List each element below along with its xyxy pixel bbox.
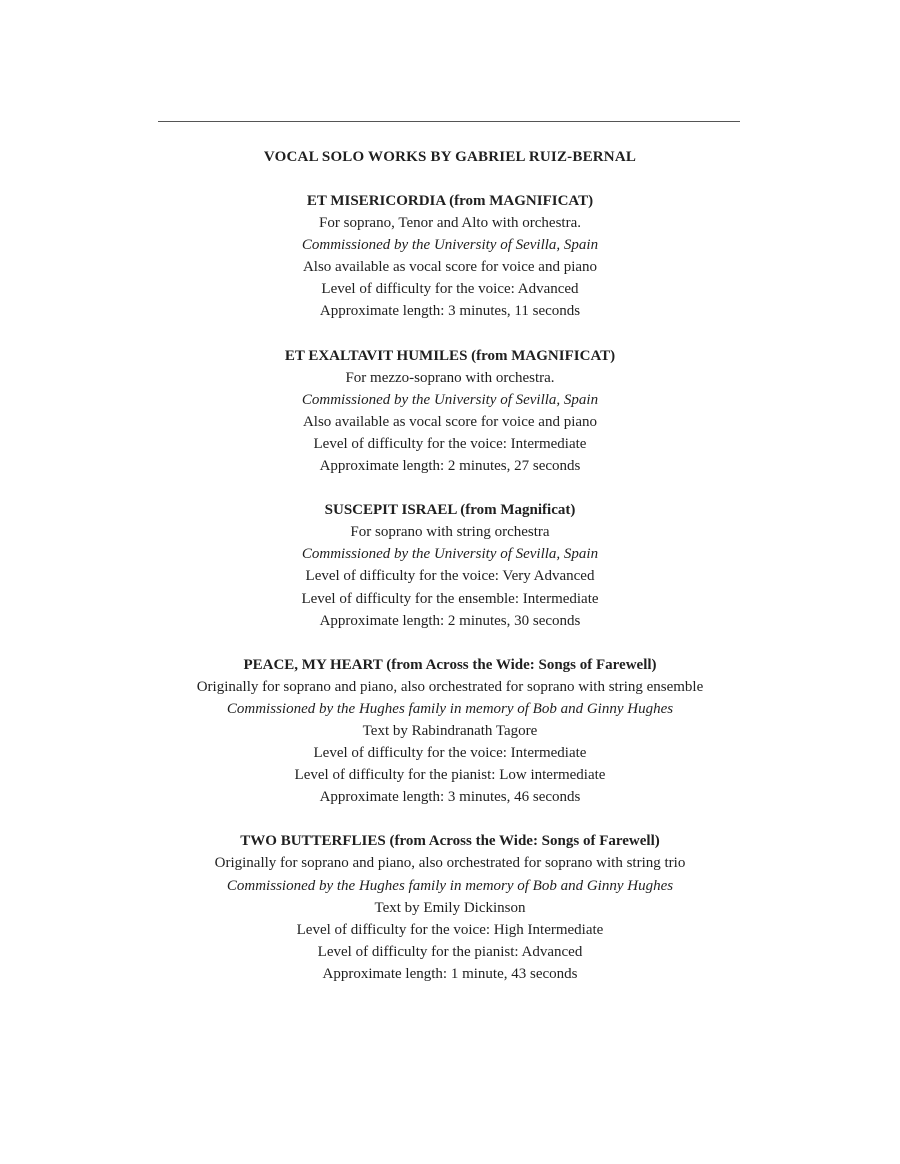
work-entry — [0, 654, 900, 809]
works-list — [0, 190, 900, 985]
work-detail-line: Level of difficulty for the ensemble: Intermediate — [301, 590, 599, 607]
work-commission-line: Commissioned by the Hughes family in memory of Bob and Ginny Hughes — [226, 877, 674, 894]
work-entry — [0, 190, 900, 323]
work-title: TWO BUTTERFLIES (from Across the Wide: Songs of Farewell) — [240, 833, 660, 850]
work-detail-line: For soprano, Tenor and Alto with orchestra. — [319, 215, 581, 232]
work-detail-line: For soprano with string orchestra — [350, 524, 550, 541]
document-content — [0, 146, 900, 985]
work-detail-line: Level of difficulty for the voice: Intermediate — [313, 745, 587, 762]
work-detail-line: Level of difficulty for the voice: Very Advanced — [305, 568, 595, 585]
work-detail-line: Level of difficulty for the pianist: Advanced — [317, 943, 583, 960]
work-detail-line: Level of difficulty for the voice: High Intermediate — [296, 921, 604, 938]
work-detail-line: Approximate length: 2 minutes, 27 seconds — [319, 458, 581, 475]
work-entry — [0, 499, 900, 632]
work-detail-line: Originally for soprano and piano, also orchestrated for soprano with string ensemble — [196, 678, 704, 695]
work-title: ET EXALTAVIT HUMILES (from MAGNIFICAT) — [284, 347, 616, 364]
work-detail-line: Approximate length: 2 minutes, 30 seconds — [319, 612, 581, 629]
work-detail-line: Text by Rabindranath Tagore — [362, 722, 538, 739]
work-title: PEACE, MY HEART (from Across the Wide: Songs of Farewell) — [243, 656, 657, 673]
work-commission-line: Commissioned by the Hughes family in memory of Bob and Ginny Hughes — [226, 700, 674, 717]
document-title: VOCAL SOLO WORKS BY GABRIEL RUIZ-BERNAL — [263, 149, 637, 165]
work-detail-line: Also available as vocal score for voice and piano — [302, 259, 598, 276]
work-detail-line: Approximate length: 1 minute, 43 seconds — [322, 965, 578, 982]
work-entry — [0, 345, 900, 478]
work-detail-line: Also available as vocal score for voice and piano — [302, 413, 598, 430]
work-detail-line: Level of difficulty for the pianist: Low intermediate — [294, 767, 606, 784]
work-detail-line: Originally for soprano and piano, also orchestrated for soprano with string trio — [214, 855, 686, 872]
work-commission-line: Commissioned by the University of Sevilla, Spain — [301, 391, 599, 408]
work-detail-line: For mezzo-soprano with orchestra. — [345, 369, 555, 386]
work-detail-line: Approximate length: 3 minutes, 11 seconds — [319, 303, 581, 320]
work-title: ET MISERICORDIA (from MAGNIFICAT) — [306, 193, 594, 209]
work-commission-line: Commissioned by the University of Sevilla, Spain — [301, 237, 599, 254]
work-title: SUSCEPIT ISRAEL (from Magnificat) — [324, 502, 576, 519]
work-detail-line: Level of difficulty for the voice: Intermediate — [313, 435, 587, 452]
work-detail-line: Approximate length: 3 minutes, 46 seconds — [319, 789, 581, 806]
work-detail-line: Text by Emily Dickinson — [374, 899, 526, 916]
top-divider — [158, 121, 740, 122]
work-detail-line: Level of difficulty for the voice: Advanced — [321, 281, 579, 298]
work-entry — [0, 830, 900, 985]
work-commission-line: Commissioned by the University of Sevilla, Spain — [301, 546, 599, 563]
